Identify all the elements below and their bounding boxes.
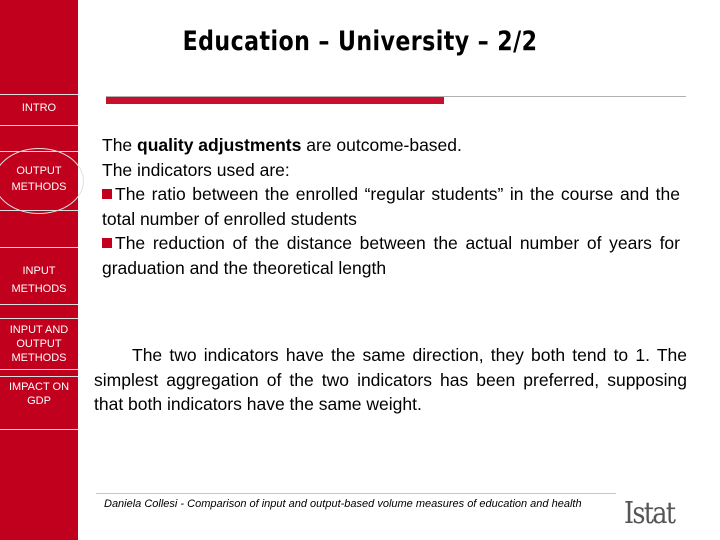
- indicators-line: The indicators used are:: [102, 159, 290, 180]
- aggregation-paragraph: The two indicators have the same direction, they both tend to 1. The simplest aggregation of the two indicators has been preferred, supposing that both indicators have the same weight.: [94, 345, 687, 414]
- nav-output-methods[interactable]: [0, 151, 78, 211]
- nav-input-label-1: INPUT: [22, 265, 56, 277]
- nav-impact-label-1: IMPACT ON: [8, 381, 70, 393]
- bullet-item-1: [102, 182, 680, 231]
- nav-io-label-1: INPUT AND: [9, 324, 69, 336]
- title-accent-bar: [106, 97, 444, 104]
- nav-output-label-2: METHODS: [11, 181, 67, 193]
- bullet-text-1: The ratio between the enrolled “regular students” in the course and the total number of enrolled students: [102, 184, 680, 229]
- nav-input-label-2: METHODS: [11, 283, 67, 295]
- nav-io-label-2: OUTPUT: [16, 338, 62, 350]
- intro-line: [102, 133, 680, 158]
- square-bullet-icon: [102, 238, 112, 248]
- intro-line-end: are outcome-based.: [301, 135, 462, 155]
- nav-intro[interactable]: [0, 94, 78, 126]
- intro-line-start: The: [102, 135, 138, 155]
- intro-line-bold: quality adjustments: [137, 135, 302, 155]
- nav-intro-label: INTRO: [21, 102, 57, 114]
- istat-logo: Istat: [624, 496, 675, 531]
- nav-impact-label-2: GDP: [27, 395, 51, 407]
- nav-input-and-output-methods[interactable]: [0, 318, 78, 370]
- square-bullet-icon: [102, 189, 112, 199]
- main-content: [102, 133, 680, 280]
- footer-text: Daniela Collesi - Comparison of input and output-based volume measures of education and health: [104, 498, 582, 510]
- nav-output-label-1: OUTPUT: [16, 165, 62, 177]
- nav-impact-on-gdp[interactable]: [0, 376, 78, 430]
- bullet-text-2: The reduction of the distance between the actual number of years for graduation and the theoretical length: [102, 233, 680, 278]
- page-title: Education – University – 2/2: [182, 26, 538, 57]
- nav-io-label-3: METHODS: [11, 352, 67, 364]
- footer-divider: [96, 493, 616, 494]
- bullet-item-2: [102, 231, 680, 280]
- nav-input-methods[interactable]: [0, 247, 78, 305]
